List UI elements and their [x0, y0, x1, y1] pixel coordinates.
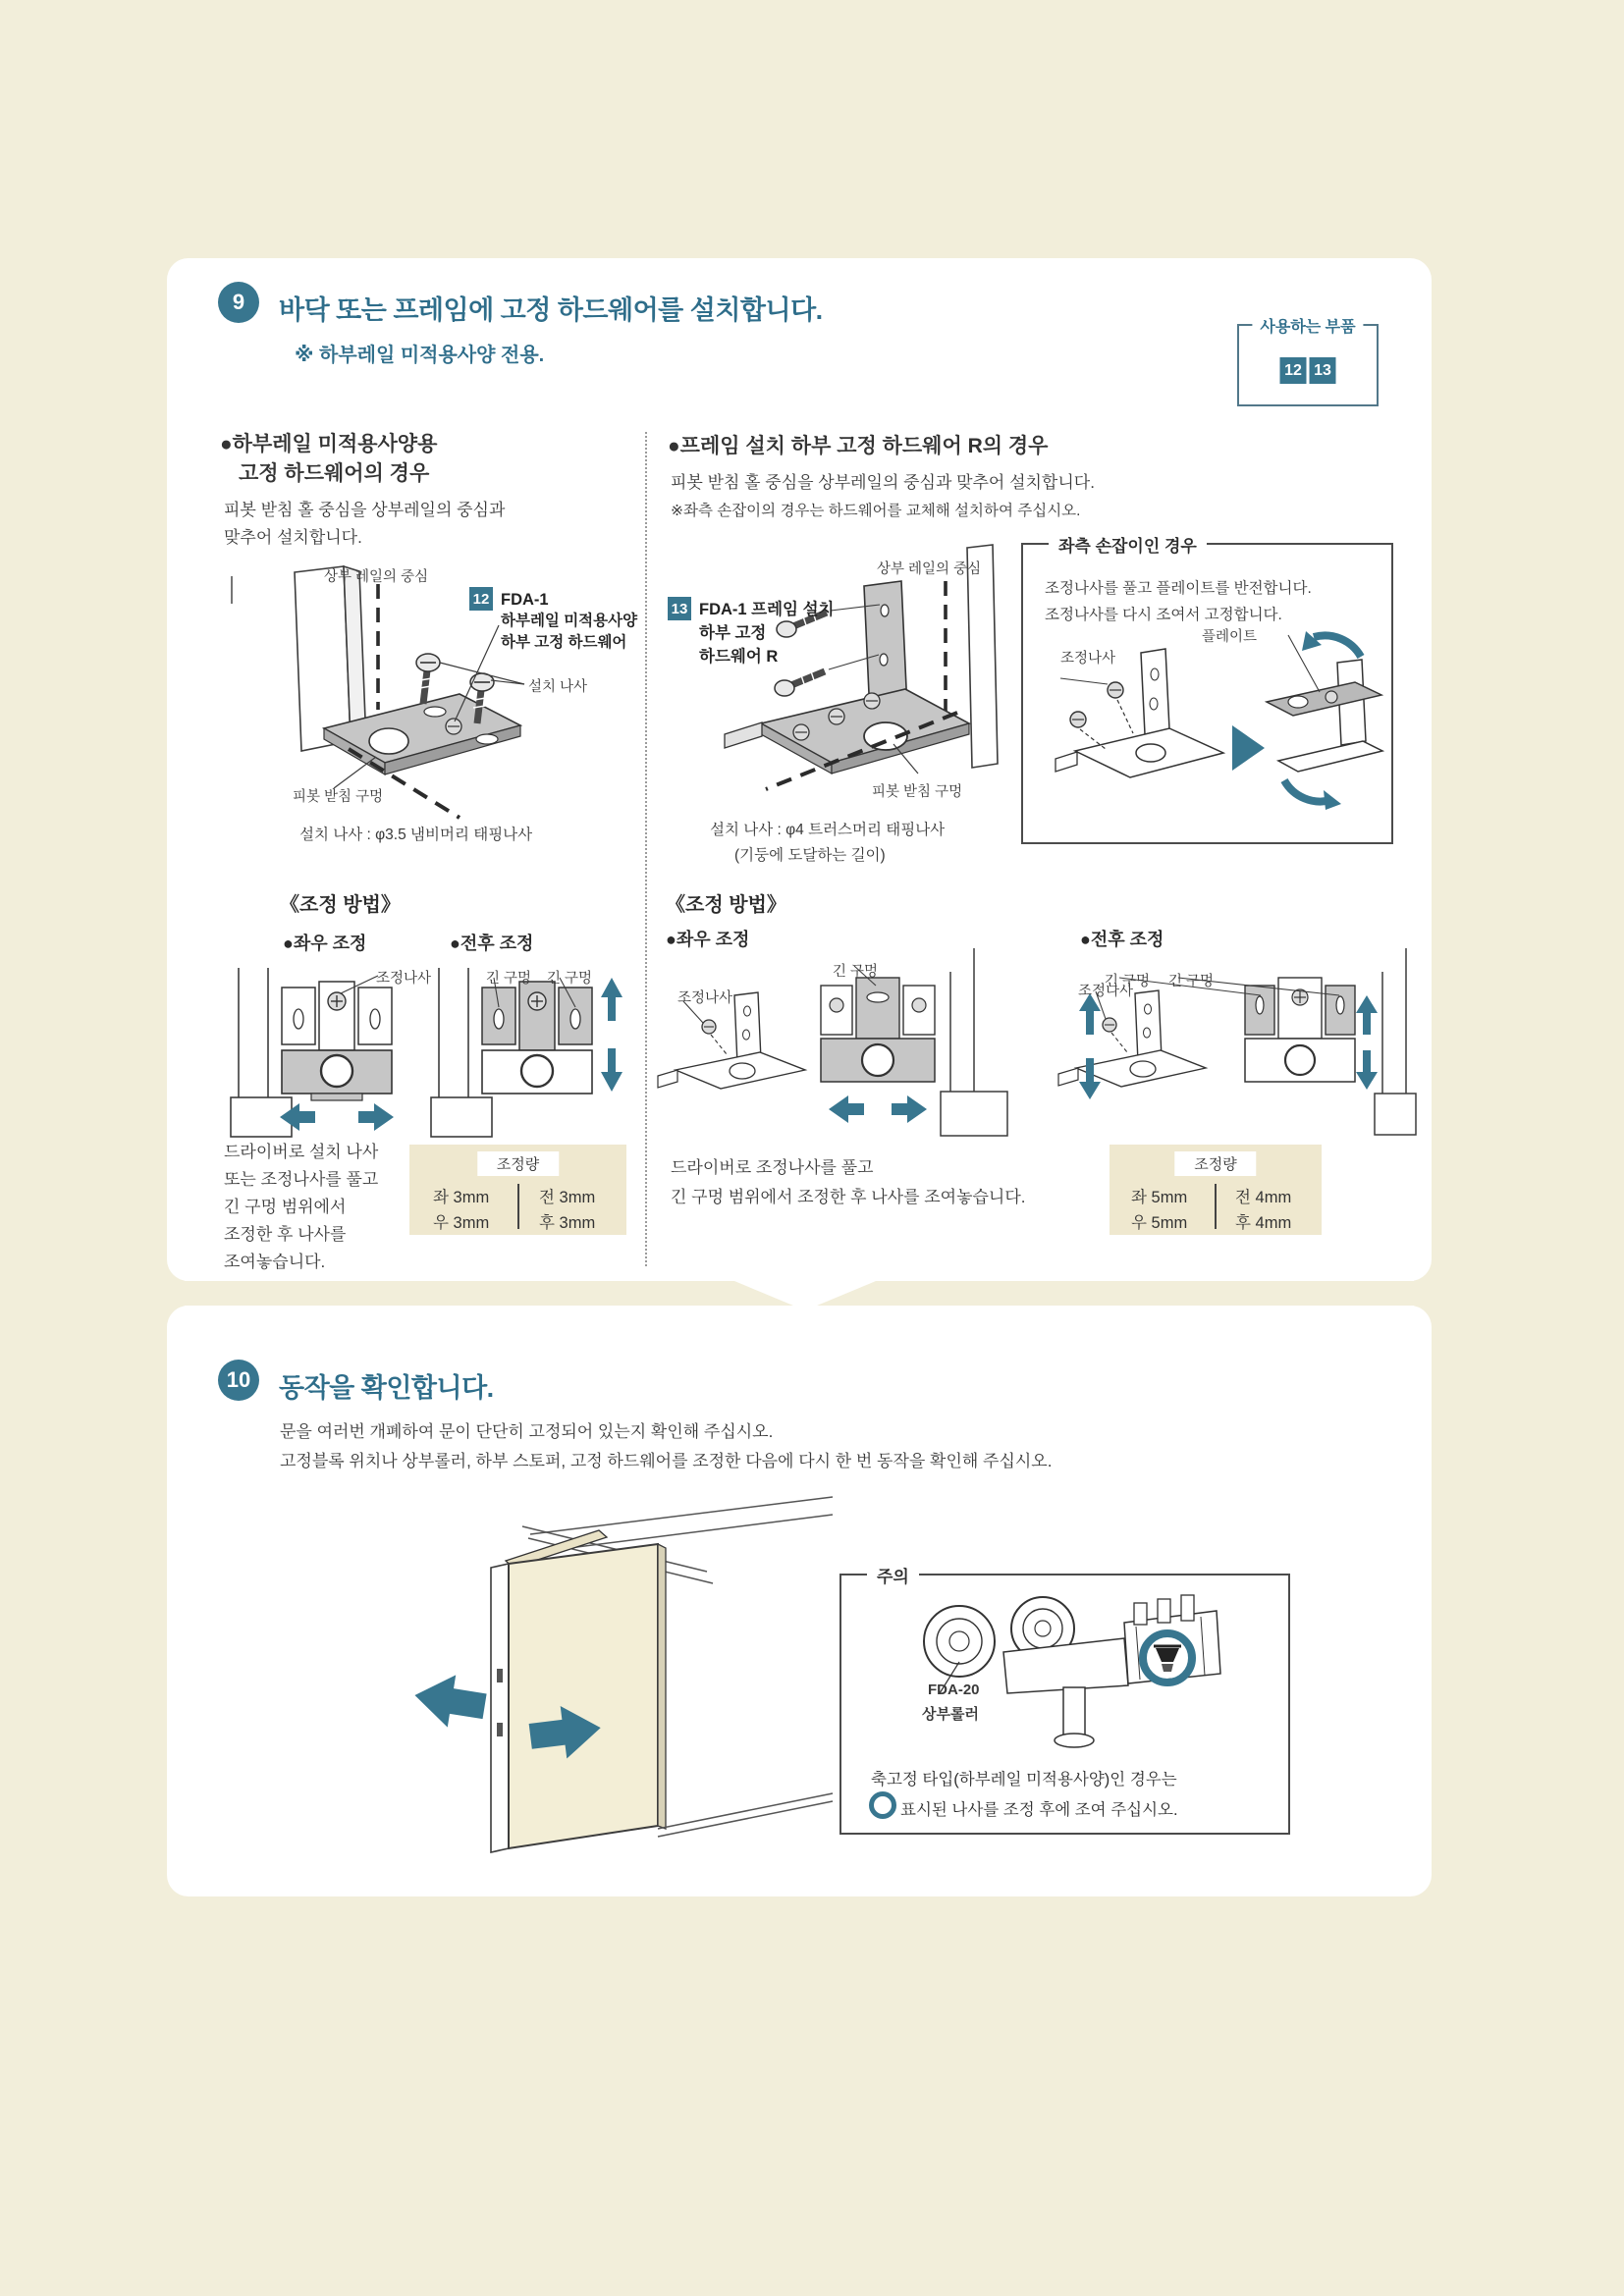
left-handle-line-1: 조정나사를 풀고 플레이트를 반전합니다.	[1045, 580, 1312, 597]
caution-box	[839, 1568, 1290, 1835]
right-screw-spec-2: (기둥에 도달하는 길이)	[734, 847, 886, 864]
left-adjust-note-5: 조여놓습니다.	[224, 1253, 326, 1271]
adjust-screw-label: 조정나사	[1060, 651, 1116, 667]
right-fb-adjust-screw-label: 조정나사	[1078, 984, 1134, 999]
upper-roller-diagram	[871, 1587, 1264, 1749]
right-part-number-badge: 13	[668, 597, 691, 620]
step10-body-2: 고정블록 위치나 상부롤러, 하부 스토퍼, 고정 하드웨어를 조정한 다음에 다시 한 번 동작을 확인해 주십시오.	[280, 1452, 1053, 1470]
left-table-title: 조정량	[477, 1151, 559, 1176]
arrow-down-icon	[1356, 1050, 1378, 1090]
table-cell: 우 5mm	[1131, 1214, 1188, 1232]
step10-title: 동작을 확인합니다.	[279, 1373, 494, 1403]
left-part-number-badge: 12	[469, 587, 493, 611]
part-12-badge: 12	[1280, 357, 1307, 384]
arrow-up-icon	[601, 978, 623, 1021]
arrow-up-icon	[1356, 995, 1378, 1035]
step10-number: 10	[226, 1367, 251, 1392]
left-part-name-1: FDA-1	[501, 591, 549, 609]
caution-note-2: 표시된 나사를 조정 후에 조여 주십시오.	[900, 1801, 1178, 1819]
left-screw-spec: 설치 나사 : φ3.5 냄비머리 태핑나사	[299, 827, 533, 843]
flip-arrow-top-icon	[1314, 635, 1361, 657]
left-handle-box-title: 좌측 손잡이인 경우	[1049, 532, 1207, 557]
table-cell: 후 3mm	[539, 1214, 596, 1232]
parts-used-badges	[1280, 357, 1336, 384]
hinge-mark	[497, 1669, 503, 1682]
fda1-frame-hardware-diagram	[668, 530, 1011, 854]
roller-body	[1003, 1638, 1128, 1747]
table-cell: 좌 3mm	[433, 1189, 490, 1206]
left-adjust-amount-table	[409, 1145, 626, 1235]
parts-used-title: 사용하는 부품	[1252, 314, 1363, 337]
right-pivot-hole-label: 피봇 받침 구멍	[872, 784, 963, 800]
frame-post	[967, 545, 998, 768]
right-fb-slot-label-1: 긴 구멍	[1105, 974, 1151, 989]
step9-number: 9	[232, 290, 245, 314]
right-fb-slot-label-2: 긴 구멍	[1168, 974, 1215, 989]
right-adjust-fb: ●전후 조정	[1080, 930, 1164, 949]
table-divider	[1215, 1184, 1217, 1229]
left-part-name-2: 하부레일 미적용사양	[501, 613, 638, 629]
right-adjust-note-1: 드라이버로 조정나사를 풀고	[671, 1158, 874, 1177]
plate-label: 플레이트	[1202, 629, 1258, 645]
table-cell: 우 3mm	[433, 1214, 490, 1232]
lr-adjust-view	[231, 968, 394, 1137]
floor-lines	[658, 1793, 833, 1837]
caution-box-title: 주의	[867, 1563, 919, 1587]
door-arrow-left-icon	[412, 1669, 489, 1733]
rail-bracket	[1124, 1595, 1220, 1683]
caution-note-1: 축고정 타입(하부레일 미적용사양)인 경우는	[871, 1771, 1177, 1789]
right-adjust-note-2: 긴 구멍 범위에서 조정한 후 나사를 조여놓습니다.	[671, 1188, 1026, 1206]
arrow-left-icon	[829, 1095, 864, 1123]
left-col-heading-2: 고정 하드웨어의 경우	[239, 462, 430, 485]
left-adjust-heading: 《조정 방법》	[280, 894, 401, 916]
right-part-name-1: FDA-1 프레임 설치	[699, 601, 835, 618]
table-cell: 좌 5mm	[1131, 1189, 1188, 1206]
left-adjust-note-4: 조정한 후 나사를	[224, 1225, 347, 1244]
step10-body-1: 문을 여러번 개폐하여 문이 단단히 고정되어 있는지 확인해 주십시오.	[280, 1422, 774, 1441]
left-rail-center-label: 상부 레일의 중심	[324, 569, 429, 585]
right-lr-slot-label: 긴 구멍	[833, 964, 879, 980]
base-plate	[725, 689, 969, 774]
left-adjust-note-3: 긴 구멍 범위에서	[224, 1198, 347, 1216]
left-adjust-note-1: 드라이버로 설치 나사	[224, 1143, 379, 1161]
right-adjust-amount-table	[1110, 1145, 1322, 1235]
left-adjust-fb: ●전후 조정	[450, 934, 534, 953]
right-part-name-3: 하드웨어 R	[699, 648, 779, 666]
left-part-name-3: 하부 고정 하드웨어	[501, 634, 627, 651]
table-cell: 전 4mm	[1235, 1189, 1292, 1206]
folding-door-diagram	[412, 1487, 835, 1880]
left-adjust-note-2: 또는 조정나사를 풀고	[224, 1170, 379, 1189]
left-adjust-lr: ●좌우 조정	[283, 934, 367, 953]
arrow-down-icon	[601, 1048, 623, 1092]
bracket-before	[1056, 649, 1223, 777]
caution-note-2-row	[869, 1791, 1178, 1820]
fb-adjust-view	[431, 968, 623, 1137]
arrow-right-icon	[358, 1103, 394, 1131]
left-handle-case-box	[1021, 537, 1393, 844]
step10-number-badge	[218, 1360, 259, 1401]
table-divider	[517, 1184, 519, 1229]
left-install-screw-label: 설치 나사	[528, 679, 588, 695]
fda20-label-2: 상부롤러	[922, 1706, 979, 1723]
door-panels	[491, 1530, 666, 1852]
right-col-heading: ●프레임 설치 하부 고정 하드웨어 R의 경우	[668, 435, 1049, 457]
hinge-mark	[497, 1723, 503, 1736]
step9-number-badge	[218, 282, 259, 323]
right-adjust-lr: ●좌우 조정	[666, 930, 750, 949]
part-13-badge: 13	[1310, 357, 1336, 384]
left-adjust-screw-label: 조정나사	[376, 971, 432, 987]
right-col-note: ※좌측 손잡이의 경우는 하드웨어를 교체해 설치하여 주십시오.	[671, 503, 1081, 519]
right-col-body: 피봇 받침 홀 중심을 상부레일의 중심과 맞추어 설치합니다.	[671, 473, 1095, 492]
left-handle-line-2: 조정나사를 다시 조여서 고정합니다.	[1045, 607, 1282, 623]
next-triangle-icon	[1232, 725, 1265, 771]
parts-used-box	[1237, 319, 1379, 406]
left-pivot-hole-label: 피봇 받침 구멍	[293, 789, 384, 805]
arrow-right-icon	[892, 1095, 927, 1123]
table-cell: 후 4mm	[1235, 1214, 1292, 1232]
right-table-title: 조정량	[1174, 1151, 1256, 1176]
left-col-heading-1: ●하부레일 미적용사양용	[220, 433, 438, 455]
step9-title: 바닥 또는 프레임에 고정 하드웨어를 설치합니다.	[279, 295, 823, 325]
right-lr-adjust-screw-label: 조정나사	[677, 990, 733, 1006]
step9-subtitle: ※ 하부레일 미적용사양 전용.	[295, 345, 545, 366]
right-adjust-diagrams	[636, 944, 1417, 1146]
fda20-label-1: FDA-20	[928, 1682, 980, 1698]
left-slot-label-b: 긴 구멍	[547, 971, 593, 987]
left-col-body-1: 피봇 받침 홀 중심을 상부레일의 중심과	[224, 501, 506, 519]
left-slot-label-a: 긴 구멍	[486, 971, 532, 987]
right-screw-spec-1: 설치 나사 : φ4 트러스머리 태핑나사	[710, 822, 946, 838]
left-col-body-2: 맞추어 설치합니다.	[224, 528, 362, 547]
marked-screw-ring-icon	[869, 1791, 896, 1819]
right-part-name-2: 하부 고정	[699, 624, 767, 642]
table-cell: 전 3mm	[539, 1189, 596, 1206]
right-rail-center-label: 상부 레일의 중심	[877, 561, 982, 577]
right-adjust-heading: 《조정 방법》	[666, 894, 786, 916]
